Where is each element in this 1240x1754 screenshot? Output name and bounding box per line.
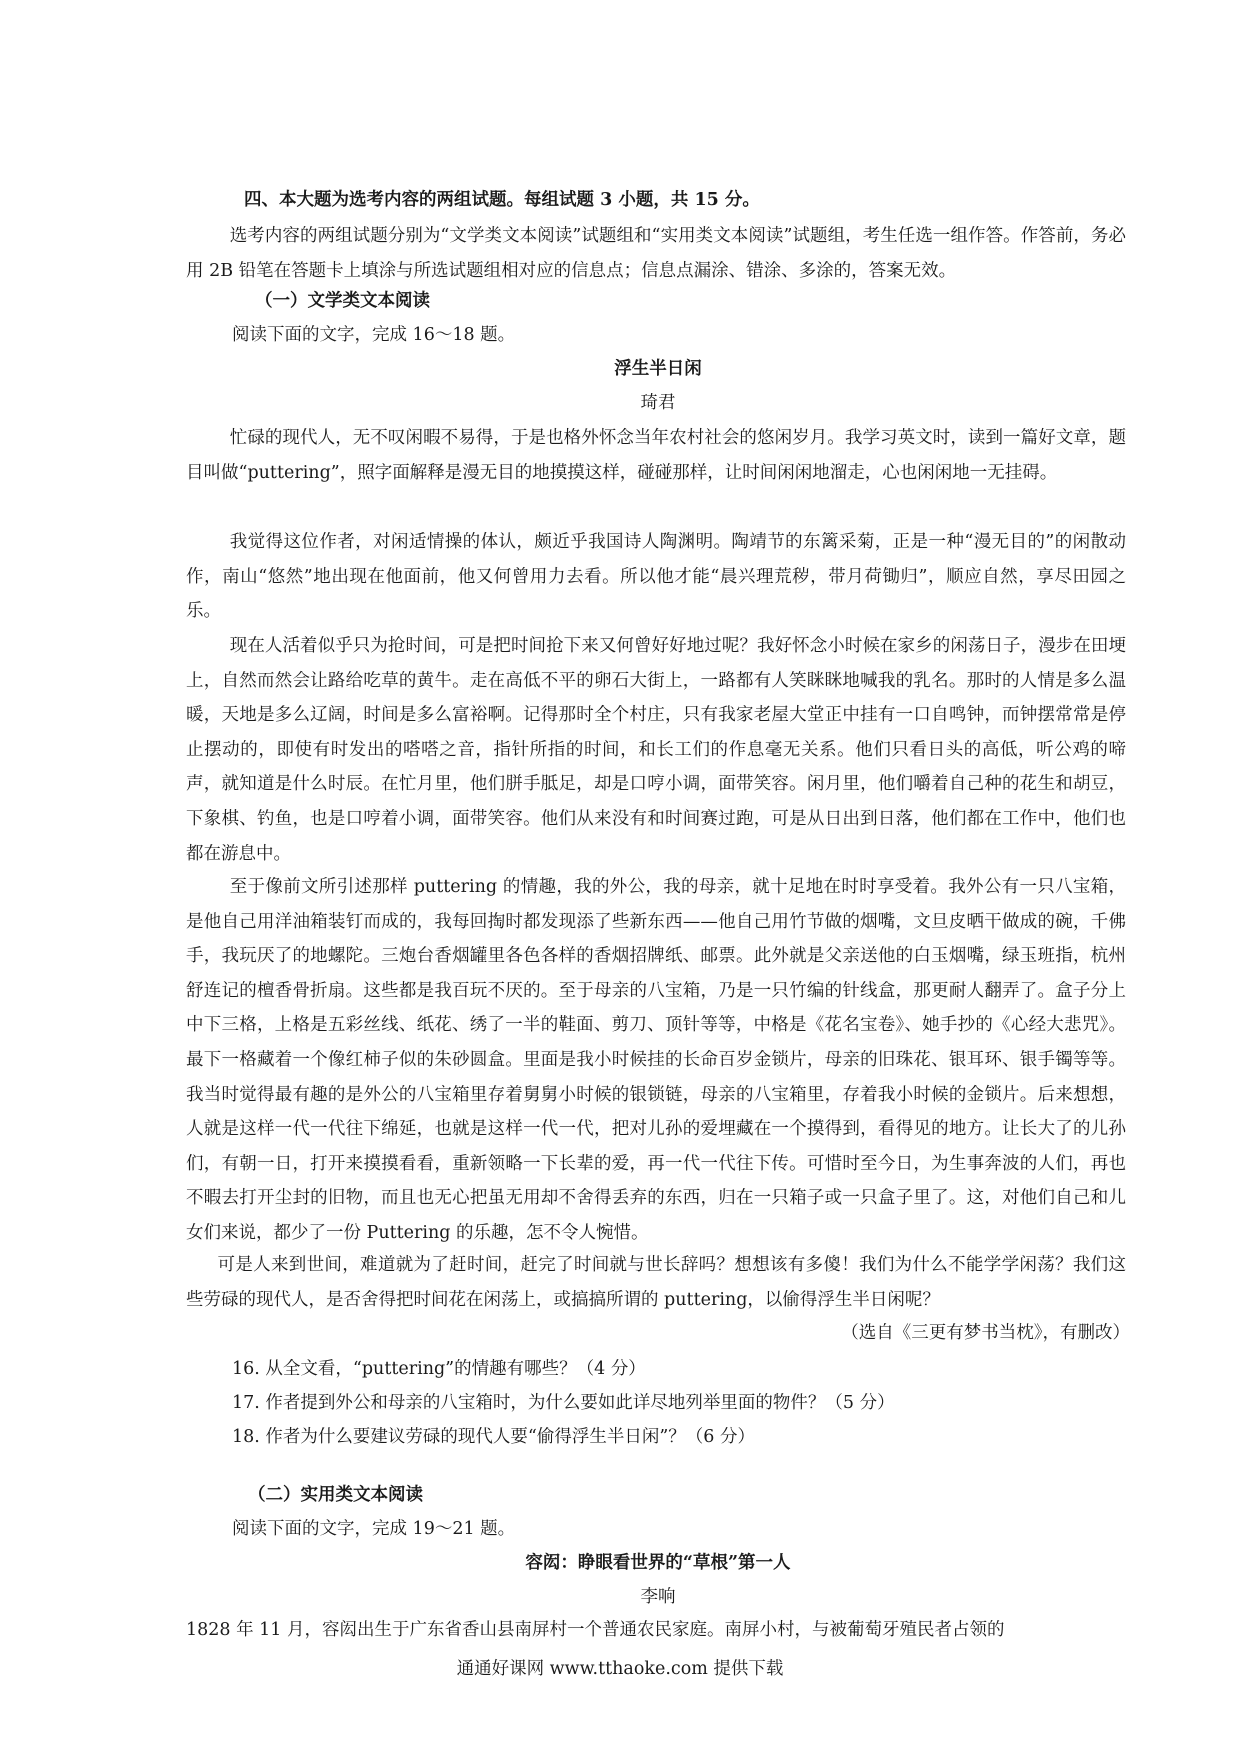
part1-paragraph-3: 现在人活着似乎只为抢时间，可是把时间抢下来又何曾好好地过呢？我好怀念小时候在家乡的闲荡日子，漫步在田埂上，自然而然会让路给吃草的黄牛。走在高低不平的卵石大街上，一路都有人笑眯眯地喊我的乳名。那时的人情是多么温暖，天地是多么辽阔，时间是多么富裕啊。记得那时全个村庄，只有我家老屋大堂正中挂有一口自鸣钟，而钟摆常常是停止摆动的，即使有时发出的嗒嗒之音，指针所指的时间，和长工们的作息毫无关系。他们只看日头的高低，听公鸡的啼声，就知道是什么时辰。在忙月里，他们胼手胝足，却是口哼小调，面带笑容。闲月里，他们嚼着自己种的花生和胡豆，下象棋、钓鱼，也是口哼着小调，面带笑容。他们从来没有和时间赛过跑，可是从日出到日落，他们都在工作中，他们也都在游息中。: [186, 636, 1126, 864]
instructions: 选考内容的两组试题分别为“文学类文本阅读”试题组和“实用类文本阅读”试题组，考生任选一组作答。作答前，务必用 2B 铅笔在答题卡上填涂与所选试题组相对应的信息点；信息点漏涂、错涂、多涂的，答案无效。: [186, 226, 1126, 281]
part1-source: （选自《三更有梦书当枕》，有删改）: [841, 1323, 1130, 1343]
part1-paragraph-4: 至于像前文所引述那样 puttering 的情趣，我的外公，我的母亲，就十足地在时时享受着。我外公有一只八宝箱，是他自己用洋油箱装钉而成的，我每回掏时都发现添了些新东西——他自己用竹节做的烟嘴，文旦皮晒干做成的碗，千佛手，我玩厌了的地螺陀。三炮台香烟罐里各色各样的香烟招牌纸、邮票。此外就是父亲送他的白玉烟嘴，绿玉班指，杭州舒连记的檀香骨折扇。这些都是我百玩不厌的。至于母亲的八宝箱，乃是一只竹编的针线盒，那更耐人翻弄了。盒子分上中下三格，上格是五彩丝线、纸花、绣了一半的鞋面、剪刀、顶针等等，中格是《花名宝卷》、她手抄的《心经大悲咒》。最下一格藏着一个像红柿子似的朱砂圆盒。里面是我小时候挂的长命百岁金锁片，母亲的旧珠花、银耳环、银手镯等等。我当时觉得最有趣的是外公的八宝箱里存着舅舅小时候的银锁链，母亲的八宝箱里，存着我小时候的金锁片。后来想想，人就是这样一代一代往下绵延，也就是这样一代一代，把对儿孙的爱埋藏在一个摸得到，看得见的地方。让长大了的儿孙们，有朝一日，打开来摸摸看看，重新领略一下长辈的爱，再一代一代往下传。可惜时至今日，为生事奔波的人们，再也不暇去打开尘封的旧物，而且也无心把虽无用却不舍得丢弃的东西，归在一只箱子或一只盒子里了。这，对他们自己和儿女们来说，都少了一份 Puttering 的乐趣，怎不令人惋惜。: [186, 877, 1126, 1243]
question-18: 18. 作者为什么要建议劳碌的现代人要“偷得浮生半日闲”？（6 分）: [232, 1427, 755, 1447]
part1-paragraph-5: 可是人来到世间，难道就为了赶时间，赶完了时间就与世长辞吗？想想该有多傻！我们为什么不能学学闲荡？我们这些劳碌的现代人，是否舍得把时间花在闲荡上，或搞搞所谓的 puttering，以偷得浮生半日闲呢？: [186, 1255, 1126, 1310]
question-17: 17. 作者提到外公和母亲的八宝箱时，为什么要如此详尽地列举里面的物件？（5 分）: [232, 1393, 895, 1413]
part1-prompt: 阅读下面的文字，完成 16～18 题。: [232, 325, 516, 345]
part1-heading: （一）文学类文本阅读: [255, 291, 430, 311]
part2-prompt: 阅读下面的文字，完成 19～21 题。: [232, 1519, 516, 1539]
part2-heading: （二）实用类文本阅读: [248, 1485, 423, 1505]
part1-paragraph-2: 我觉得这位作者，对闲适情操的体认，颇近乎我国诗人陶渊明。陶靖节的东篱采菊，正是一种“漫无目的”的闲散动作，南山“悠然”地出现在他面前，他又何曾用力去看。所以他才能“晨兴理荒秽，带月荷锄归”，顺应自然，享尽田园之乐。: [186, 532, 1126, 622]
part2-author: 李响: [640, 1587, 676, 1607]
part1-title: 浮生半日闲: [614, 359, 702, 379]
question-16: 16. 从全文看，“puttering”的情趣有哪些？（4 分）: [232, 1359, 646, 1379]
part1-author: 琦君: [640, 393, 676, 413]
part2-title: 容闳：睁眼看世界的“草根”第一人: [525, 1553, 791, 1573]
part2-first-line: 1828 年 11 月，容闳出生于广东省香山县南屏村一个普通农民家庭。南屏小村，与被葡萄牙殖民者占领的: [186, 1620, 1005, 1640]
page-footer: 通通好课网 www.tthaoke.com 提供下载: [456, 1659, 784, 1679]
section-header: 四、本大题为选考内容的两组试题。每组试题 3 小题，共 15 分。: [244, 190, 760, 210]
part1-paragraph-1: 忙碌的现代人，无不叹闲暇不易得，于是也格外怀念当年农村社会的悠闲岁月。我学习英文时，读到一篇好文章，题目叫做“puttering”，照字面解释是漫无目的地摸摸这样，碰碰那样，让时间闲闲地溜走，心也闲闲地一无挂碍。: [186, 428, 1126, 483]
